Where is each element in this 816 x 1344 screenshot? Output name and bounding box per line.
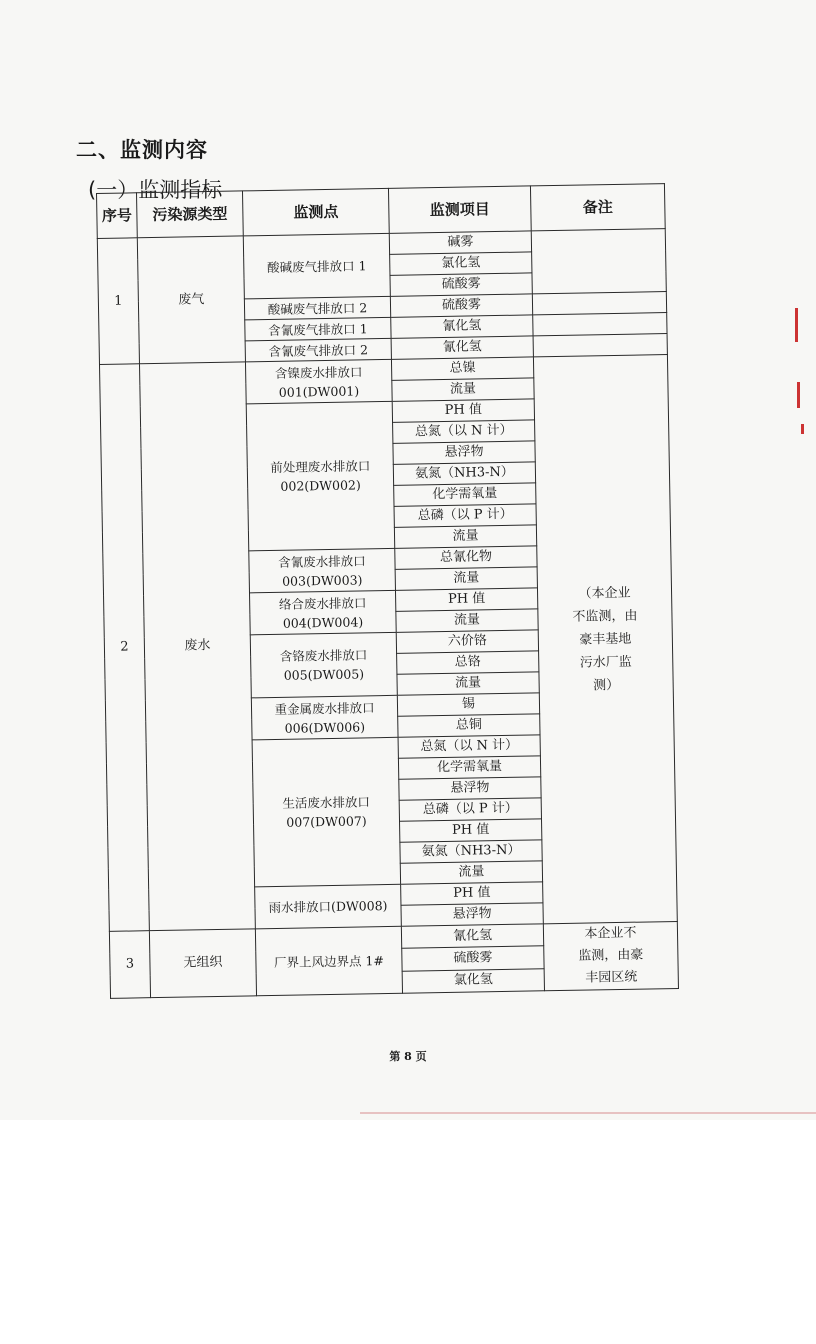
header-cell: 序号 <box>97 193 138 239</box>
monitoring-point-cell: 雨水排放口(DW008) <box>255 884 402 929</box>
item-cell: PH 值 <box>395 588 537 611</box>
item-cell: 总氮（以 N 计） <box>393 420 535 443</box>
item-cell: PH 值 <box>392 399 534 422</box>
monitoring-point-cell: 酸碱废气排放口 1 <box>243 233 390 299</box>
note-cell <box>533 334 667 357</box>
source-type-cell: 无组织 <box>149 929 256 998</box>
item-cell: 氯化氢 <box>402 968 544 993</box>
note-cell <box>532 292 666 315</box>
item-cell: 化学需氧量 <box>398 756 540 779</box>
page-number: 第 8 页 <box>389 1050 427 1063</box>
note-cell: 本企业不 监测，由豪 丰园区统 <box>543 921 678 990</box>
item-cell: 氯化氢 <box>390 252 532 275</box>
item-cell: 流量 <box>392 378 534 401</box>
item-cell: 流量 <box>397 672 539 695</box>
stamp-edge-mark <box>795 308 798 342</box>
item-cell: PH 值 <box>400 819 542 842</box>
stamp-edge-mark <box>801 424 804 434</box>
item-cell: 流量 <box>400 861 542 884</box>
subsection-title: (一）监测指标 <box>88 178 223 202</box>
item-cell: 氨氮（NH3-N） <box>393 462 535 485</box>
monitoring-point-cell: 前处理废水排放口 002(DW002) <box>246 401 395 551</box>
item-cell: 硫酸雾 <box>390 273 532 296</box>
monitoring-point-cell: 含铬废水排放口 005(DW005) <box>250 632 397 698</box>
item-cell: 总镍 <box>391 357 533 380</box>
note-cell <box>533 313 667 336</box>
item-cell: 悬浮物 <box>393 441 535 464</box>
item-cell: 流量 <box>396 609 538 632</box>
header-cell: 备注 <box>530 184 665 231</box>
item-cell: 氰化氢 <box>401 924 543 949</box>
header-cell: 监测点 <box>242 188 389 236</box>
serial-number-cell: 1 <box>97 238 139 365</box>
item-cell: PH 值 <box>401 882 543 905</box>
monitoring-point-cell: 含氰废气排放口 2 <box>245 338 391 362</box>
item-cell: 总铜 <box>398 714 540 737</box>
monitoring-point-cell: 含镍废水排放口 001(DW001) <box>245 359 392 404</box>
monitoring-point-cell: 含氰废气排放口 1 <box>245 317 391 341</box>
item-cell: 锡 <box>397 693 539 716</box>
item-cell: 总磷（以 P 计） <box>394 504 536 527</box>
monitoring-point-cell: 重金属废水排放口 006(DW006) <box>251 695 398 740</box>
source-type-cell: 废气 <box>137 236 245 364</box>
item-cell: 流量 <box>394 525 536 548</box>
item-cell: 总磷（以 P 计） <box>399 798 541 821</box>
item-cell: 总铬 <box>397 651 539 674</box>
serial-number-cell: 3 <box>109 931 150 999</box>
monitoring-point-cell: 厂界上风边界点 1# <box>255 926 402 996</box>
header-cell: 监测项目 <box>388 186 531 233</box>
item-cell: 硫酸雾 <box>390 294 532 317</box>
monitoring-point-cell: 含氰废水排放口 003(DW003) <box>249 548 396 593</box>
item-cell: 悬浮物 <box>399 777 541 800</box>
note-cell: （本企业 不监测，由 豪丰基地 污水厂监 测） <box>533 355 677 924</box>
item-cell: 六价铬 <box>396 630 538 653</box>
section-title: 二、监测内容 <box>76 138 208 162</box>
item-cell: 流量 <box>395 567 537 590</box>
item-cell: 总氰化物 <box>395 546 537 569</box>
monitoring-table <box>96 183 679 999</box>
item-cell: 氰化氢 <box>391 315 533 338</box>
item-cell: 化学需氧量 <box>394 483 536 506</box>
source-type-cell: 废水 <box>139 362 255 931</box>
header-cell: 污染源类型 <box>137 191 244 238</box>
stamp-edge-mark <box>797 382 800 408</box>
item-cell: 氨氮（NH3-N） <box>400 840 542 863</box>
serial-number-cell: 2 <box>99 364 149 932</box>
monitoring-point-cell: 酸碱废气排放口 2 <box>244 296 390 320</box>
item-cell: 总氮（以 N 计） <box>398 735 540 758</box>
item-cell: 碱雾 <box>389 231 531 254</box>
item-cell: 悬浮物 <box>401 903 543 926</box>
note-cell <box>531 229 666 294</box>
item-cell: 硫酸雾 <box>402 946 544 971</box>
item-cell: 氰化氢 <box>391 336 533 359</box>
monitoring-point-cell: 生活废水排放口 007(DW007) <box>252 737 401 887</box>
monitoring-point-cell: 络合废水排放口 004(DW004) <box>250 590 397 635</box>
